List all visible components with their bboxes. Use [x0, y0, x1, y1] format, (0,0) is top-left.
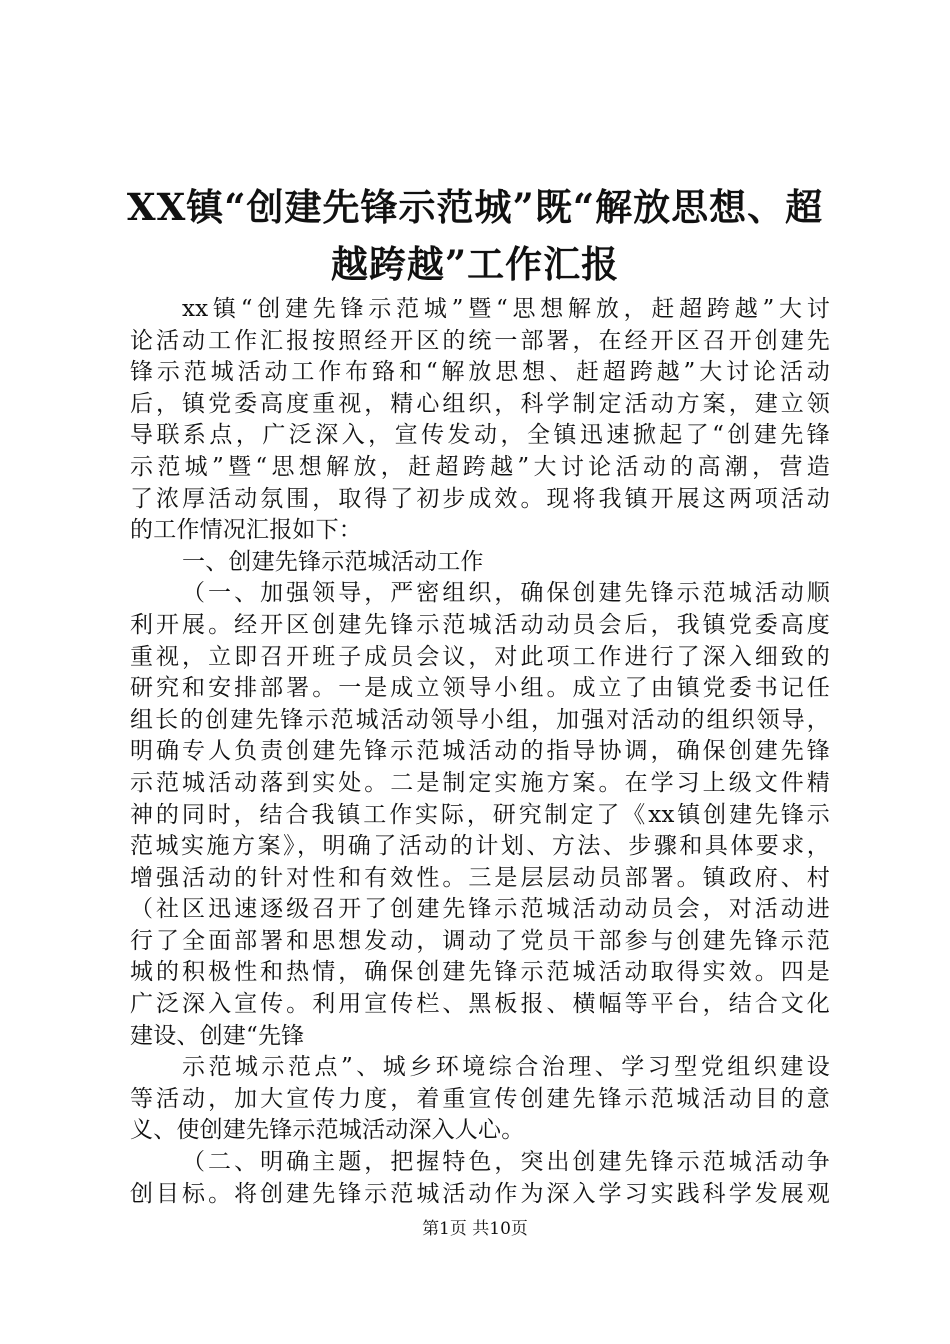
- body-line: 一、创建先锋示范城活动工作: [182, 548, 484, 575]
- body-line: 组长的创建先锋示范城活动领导小组，加强对活动的组织领导，: [130, 706, 830, 733]
- body-line: 了浓厚活动氛围，取得了初步成效。现将我镇开展这两项活动: [130, 485, 830, 512]
- body-line: 创目标。将创建先锋示范城活动作为深入学习实践科学发展观: [130, 1180, 830, 1207]
- body-line: 增强活动的针对性和有效性。三是层层动员部署。镇政府、村: [130, 864, 830, 891]
- document-title-line-1: XX镇“创建先锋示范城”既“解放思想、超: [126, 185, 824, 229]
- body-line: 后，镇党委高度重视，精心组织，科学制定活动方案，建立领: [130, 390, 830, 417]
- body-line: 锋示范城活动工作布臵和“解放思想、赶超跨越”大讨论活动: [130, 359, 830, 386]
- body-line: 的工作情况汇报如下：: [130, 517, 362, 544]
- body-line: 示范城”暨“思想解放，赶超跨越”大讨论活动的高潮，营造: [130, 453, 830, 480]
- body-line: 行了全面部署和思想发动，调动了党员干部参与创建先锋示范: [130, 927, 830, 954]
- body-line: 导联系点，广泛深入，宣传发动，全镇迅速掀起了“创建先锋: [130, 422, 830, 449]
- body-line: 明确专人负责创建先锋示范城活动的指导协调，确保创建先锋: [130, 738, 830, 765]
- body-line: 范城实施方案》，明确了活动的计划、方法、步骤和具体要求，: [130, 833, 830, 860]
- body-line: 示范城活动落到实处。二是制定实施方案。在学习上级文件精: [130, 769, 830, 796]
- body-line: 等活动，加大宣传力度，着重宣传创建先锋示范城活动目的意: [130, 1085, 830, 1112]
- body-line: （二、明确主题，把握特色，突出创建先锋示范城活动争: [182, 1149, 830, 1176]
- body-line: 利开展。经开区创建先锋示范城活动动员会后，我镇党委高度: [130, 611, 830, 638]
- body-line: 示范城示范点”、城乡环境综合治理、学习型党组织建设: [182, 1054, 830, 1081]
- body-line: （社区迅速逐级召开了创建先锋示范城活动动员会，对活动进: [130, 896, 830, 923]
- document-body: [130, 294, 830, 1210]
- page-footer: 第1页 共10页: [422, 1219, 528, 1239]
- body-line: （一、加强领导，严密组织，确保创建先锋示范城活动顺: [182, 580, 830, 607]
- body-line: 重视，立即召开班子成员会议，对此项工作进行了深入细致的: [130, 643, 830, 670]
- body-line: 建设、创建“先锋: [130, 1022, 305, 1049]
- body-line: 论活动工作汇报按照经开区的统一部署，在经开区召开创建先: [130, 327, 830, 354]
- body-line: 研究和安排部署。一是成立领导小组。成立了由镇党委书记任: [130, 675, 830, 702]
- body-line: 神的同时，结合我镇工作实际，研究制定了《xx镇创建先锋示: [130, 801, 830, 828]
- document-title-line-2: 越跨越”工作汇报: [330, 242, 620, 286]
- body-line: 广泛深入宣传。利用宣传栏、黑板报、横幅等平台，结合文化: [130, 991, 830, 1018]
- body-line: 义、使创建先锋示范城活动深入人心。: [130, 1117, 525, 1144]
- body-line: 城的积极性和热情，确保创建先锋示范城活动取得实效。四是: [130, 959, 830, 986]
- body-line: xx镇“创建先锋示范城”暨“思想解放，赶超跨越”大讨: [182, 296, 830, 322]
